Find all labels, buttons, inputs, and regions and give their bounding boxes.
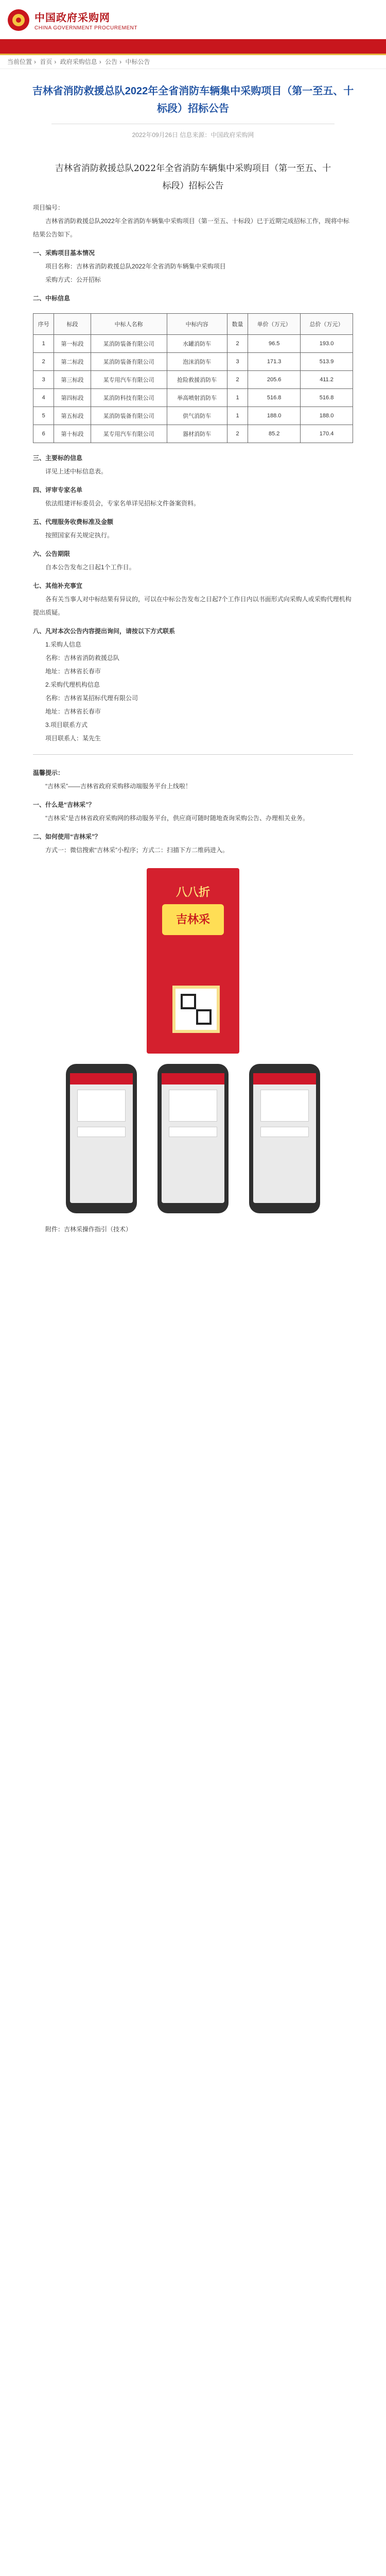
paragraph: 各有关当事人对中标结果有异议的，可以在中标公告发布之日起7个工作日内以书面形式向采购人或采购代理机构提出质疑。 <box>33 596 352 616</box>
section-heading: 一、采购项目基本情况 <box>33 249 95 257</box>
table-cell: 某消防装备有限公司 <box>91 353 167 371</box>
table-cell: 170.4 <box>301 425 353 443</box>
breadcrumb-item[interactable]: 首页 <box>40 58 52 65</box>
phone-mockup <box>157 1064 229 1213</box>
paragraph: 采购方式：公开招标 <box>45 276 101 283</box>
table-cell: 举高喷射消防车 <box>167 389 227 407</box>
section-heading: 六、公告期限 <box>33 550 71 557</box>
table-cell: 6 <box>33 425 54 443</box>
section-heading: 四、评审专家名单 <box>33 486 83 494</box>
logo-subtitle: CHINA GOVERNMENT PROCUREMENT <box>34 25 137 31</box>
site-logo[interactable] <box>8 9 137 31</box>
promo-brand: 吉林采 <box>162 904 224 935</box>
table-cell: 1 <box>227 407 248 425</box>
table-cell: 3 <box>33 371 54 389</box>
table-cell: 96.5 <box>248 335 301 353</box>
paragraph: 1.采购人信息 <box>45 641 82 648</box>
column-header: 中标内容 <box>167 314 227 335</box>
table-row <box>33 371 353 389</box>
notice-heading: 温馨提示： <box>33 769 64 776</box>
notice-heading: 一、什么是“吉林采”？ <box>33 801 95 808</box>
attachment-note[interactable]: 附件：吉林采操作指引（技术） <box>45 1226 132 1233</box>
phone-mockup <box>249 1064 320 1213</box>
table-cell: 2 <box>227 335 248 353</box>
table-cell: 516.8 <box>248 389 301 407</box>
table-cell: 某专用汽车有限公司 <box>91 425 167 443</box>
article-header <box>0 69 386 144</box>
logo-title: 中国政府采购网 <box>34 12 110 24</box>
table-cell: 171.3 <box>248 353 301 371</box>
table-cell: 第十标段 <box>54 425 91 443</box>
paragraph: 3.项目联系方式 <box>45 721 88 728</box>
page-title: 吉林省消防救援总队2022年全省消防车辆集中采购项目（第一至五、十标段）招标公告 <box>32 86 354 114</box>
section-heading: 五、代理服务收费标准及金额 <box>33 518 114 526</box>
paragraph: 依法组建评标委员会，专家名单详见招标文件备案资料。 <box>45 500 200 507</box>
column-header: 序号 <box>33 314 54 335</box>
table-cell: 85.2 <box>248 425 301 443</box>
section-heading: 七、其他补充事宜 <box>33 582 83 589</box>
section-heading: 八、凡对本次公告内容提出询问，请按以下方式联系 <box>33 628 176 635</box>
table-cell: 411.2 <box>301 371 353 389</box>
breadcrumb-item[interactable]: 公告 <box>105 58 118 65</box>
table-cell: 5 <box>33 407 54 425</box>
table-cell: 2 <box>227 425 248 443</box>
column-header: 数量 <box>227 314 248 335</box>
table-cell: 第四标段 <box>54 389 91 407</box>
section-heading: 二、中标信息 <box>33 295 71 302</box>
table-cell: 泡沫消防车 <box>167 353 227 371</box>
paragraph: 吉林省消防救援总队2022年全省消防车辆集中采购项目（第一至五、十标段）已于近期完成招标工作，现将中标结果公告如下。 <box>33 217 349 238</box>
phone-mockup <box>66 1064 137 1213</box>
jilincai-notice <box>33 766 353 857</box>
table-cell: 2 <box>227 371 248 389</box>
table-cell: 某消防装备有限公司 <box>91 335 167 353</box>
table-row <box>33 407 353 425</box>
national-emblem-icon <box>8 9 29 31</box>
table-cell: 第二标段 <box>54 353 91 371</box>
paragraph: 项目名称：吉林省消防救援总队2022年全省消防车辆集中采购项目 <box>45 263 226 270</box>
promo-headline: 八八折 <box>176 886 210 899</box>
table-cell: 水罐消防车 <box>167 335 227 353</box>
promo-poster <box>147 868 239 1054</box>
table-cell: 第一标段 <box>54 335 91 353</box>
table-header-row <box>33 314 353 335</box>
table-cell: 193.0 <box>301 335 353 353</box>
breadcrumb-item[interactable]: 中标公告 <box>125 58 150 65</box>
notice-line: “吉林采”——吉林省政府采购移动端服务平台上线啦！ <box>45 783 191 790</box>
notice-line: “吉林采”是吉林省政府采购网的移动服务平台，供应商可随时随地查询采购公告、办理相关业务。 <box>45 815 309 822</box>
table-cell: 516.8 <box>301 389 353 407</box>
paragraph: 项目编号： <box>33 204 64 211</box>
table-cell: 2 <box>33 353 54 371</box>
table-cell: 1 <box>227 389 248 407</box>
column-header: 中标人名称 <box>91 314 167 335</box>
paragraph: 名称：吉林省消防救援总队 <box>45 654 120 662</box>
table-row <box>33 353 353 371</box>
breadcrumb-item[interactable]: 政府采购信息 <box>60 58 97 65</box>
column-header: 标段 <box>54 314 91 335</box>
table-cell: 供气消防车 <box>167 407 227 425</box>
notice-heading: 二、如何使用“吉林采”？ <box>33 833 101 840</box>
site-header <box>0 0 386 39</box>
table-cell: 3 <box>227 353 248 371</box>
table-cell: 某消防装备有限公司 <box>91 407 167 425</box>
table-cell: 抢险救援消防车 <box>167 371 227 389</box>
paragraph: 名称：吉林省某招标代理有限公司 <box>45 694 138 702</box>
section-heading: 三、主要标的信息 <box>33 454 83 462</box>
paragraph: 项目联系人：某先生 <box>45 735 101 742</box>
table-row <box>33 335 353 353</box>
table-cell: 器材消防车 <box>167 425 227 443</box>
table-row <box>33 425 353 443</box>
table-row <box>33 389 353 407</box>
paragraph: 地址：吉林省长春市 <box>45 668 101 675</box>
paragraph: 按照国家有关规定执行。 <box>45 532 114 539</box>
paragraph: 自本公告发布之日起1个工作日。 <box>45 564 135 571</box>
table-cell: 205.6 <box>248 371 301 389</box>
table-cell: 513.9 <box>301 353 353 371</box>
table-cell: 第五标段 <box>54 407 91 425</box>
article-body <box>0 160 386 1236</box>
table-cell: 188.0 <box>248 407 301 425</box>
table-cell: 某消防科技有限公司 <box>91 389 167 407</box>
notice-line: 方式一：微信搜索“吉林采”小程序；方式二：扫描下方二维码进入。 <box>45 846 229 854</box>
article-meta: 2022年09月26日 信息来源：中国政府采购网 <box>132 131 254 139</box>
table-cell: 第三标段 <box>54 371 91 389</box>
column-header: 总价（万元） <box>301 314 353 335</box>
breadcrumb-item: 当前位置 <box>7 58 32 65</box>
qr-code-icon[interactable] <box>172 986 220 1033</box>
breadcrumb: 当前位置 › 首页 › 政府采购信息 › 公告 › 中标公告 <box>0 55 386 69</box>
phone-screens <box>33 1064 353 1213</box>
paragraph: 2.采购代理机构信息 <box>45 681 100 688</box>
table-cell: 1 <box>33 335 54 353</box>
award-table <box>33 313 353 443</box>
nav-bar <box>0 39 386 55</box>
table-cell: 4 <box>33 389 54 407</box>
paragraph: 详见上述中标信息表。 <box>45 468 108 475</box>
table-cell: 188.0 <box>301 407 353 425</box>
column-header: 单价（万元） <box>248 314 301 335</box>
section-divider <box>33 754 353 755</box>
document-heading: 吉林省消防救援总队2022年全省消防车辆集中采购项目（第一至五、十标段）招标公告 <box>55 163 331 191</box>
paragraph: 地址：吉林省长春市 <box>45 708 101 715</box>
table-cell: 某专用汽车有限公司 <box>91 371 167 389</box>
